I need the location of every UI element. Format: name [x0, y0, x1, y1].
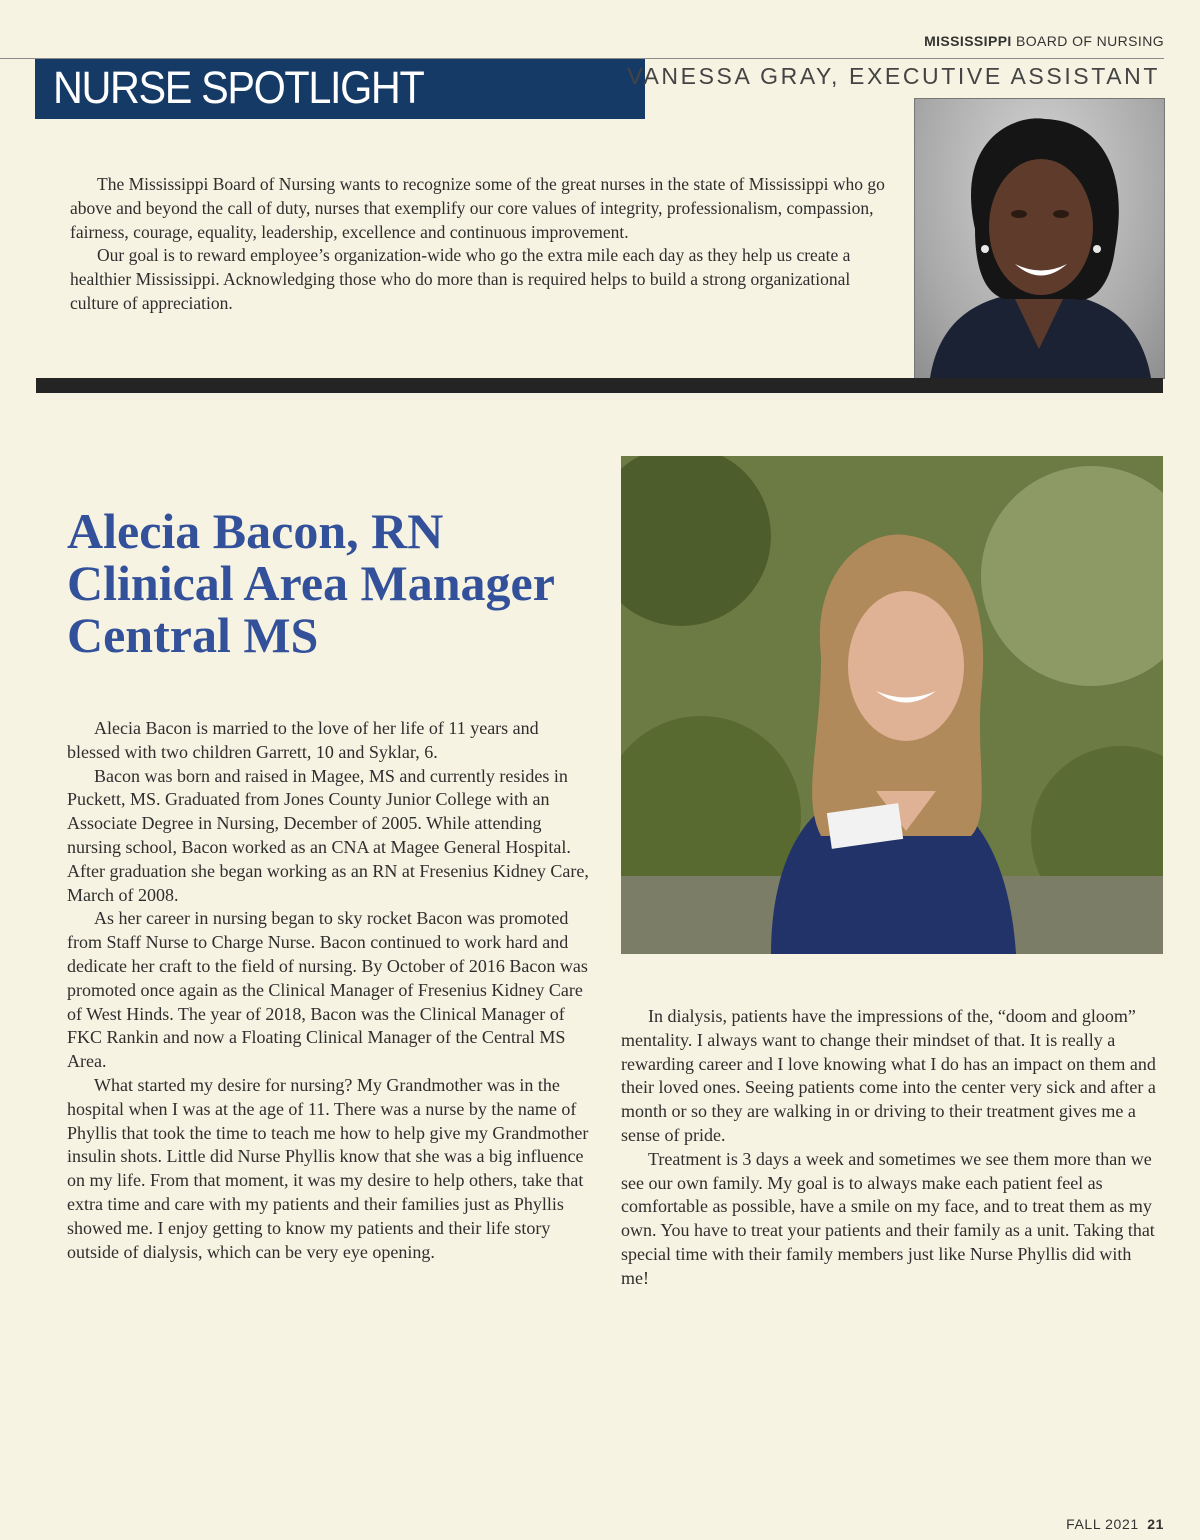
article-paragraph: As her career in nursing began to sky rocket Bacon was promoted from Staff Nurse to Charge Nurse. Bacon continued to work hard and dedicate her craft to the field of nursing. By October of 2016 Bacon was promoted once again as the Clinical Manager of Fresenius Kidney Care of West Hinds. The year of 2018, Bacon was the Clinical Manager of FKC Rankin and now a Floating Clinical Manager of the Central MS Area.: [67, 908, 588, 1072]
page-folio: [1066, 1516, 1164, 1532]
article-column-right: [621, 1005, 1156, 1291]
publication-name-bold: MISSISSIPPI: [924, 33, 1012, 49]
intro-paragraph: The Mississippi Board of Nursing wants to recognize some of the great nurses in the state of Mississippi who go above and beyond the call of duty, nurses that exemplify our core values of integrity, professionalism, compassion, fairness, courage, equality, leadership, excellence and continuous improvement.: [70, 174, 885, 242]
section-title: NURSE SPOTLIGHT: [53, 62, 424, 113]
intro-text: [70, 173, 900, 316]
article-paragraph: Bacon was born and raised in Magee, MS and currently resides in Puckett, MS. Graduated from Jones County Junior College with an Associate Degree in Nursing, December of 2005. While attending nursing school, Bacon worked as an CNA at Magee General Hospital. After graduation she began working as an RN at Fresenius Kidney Care, March of 2008.: [67, 765, 589, 905]
headline-line: Central MS: [67, 607, 319, 663]
section-title-bar: [35, 59, 645, 119]
article-paragraph: In dialysis, patients have the impressions of the, “doom and gloom” mentality. I always want to change their mindset of that. It is really a rewarding career and I love knowing what I do has an impact on them and their loved ones. Seeing patients come into the center very sick and after a month or so they are walking in or driving to their treatment gives me a sense of pride.: [621, 1006, 1156, 1145]
byline: VANESSA GRAY, EXECUTIVE ASSISTANT: [627, 63, 1160, 89]
headline-line: Alecia Bacon, RN: [67, 503, 444, 559]
intro-paragraph: Our goal is to reward employee’s organization-wide who go the extra mile each day as they help us create a healthier Mississippi. Acknowledging those who do more than is required helps to build a strong organizational culture of appreciation.: [70, 245, 851, 313]
article-paragraph: Alecia Bacon is married to the love of her life of 11 years and blessed with two children Garrett, 10 and Syklar, 6.: [67, 718, 539, 762]
headline-line: Clinical Area Manager: [67, 555, 555, 611]
article-paragraph: What started my desire for nursing? My Grandmother was in the hospital when I was at the age of 11. There was a nurse by the name of Phyllis that took the time to teach me how to help give my Grandmother insulin shots. Little did Nurse Phyllis know that she was a big influence on my life. From that moment, it was my desire to help others, take that extra time and care with my patients and their families just as Phyllis showed me. I enjoy getting to know my patients and their life story outside of dialysis, which can be very eye opening.: [67, 1074, 589, 1262]
publication-name-rest: BOARD OF NURSING: [1011, 33, 1164, 49]
article-column-left: [67, 717, 591, 1264]
feature-photo-illustration: [621, 456, 1163, 954]
author-portrait-illustration: [915, 99, 1164, 378]
author-portrait: [914, 98, 1165, 379]
issue-label: FALL 2021: [1066, 1516, 1139, 1532]
page-number: 21: [1147, 1516, 1164, 1532]
article-paragraph: Treatment is 3 days a week and sometimes we see them more than we see our own family. My goal is to always make each patient feel as comfortable as possible, have a smile on my face, and to treat them as my own. You have to treat your patients and their family as a unit. Taking that special time with their family members just like Nurse Phyllis did with me!: [621, 1148, 1155, 1288]
feature-headline: [67, 505, 555, 661]
publication-name: [924, 33, 1164, 49]
section-divider: [36, 378, 1163, 393]
feature-photo: [621, 456, 1163, 954]
